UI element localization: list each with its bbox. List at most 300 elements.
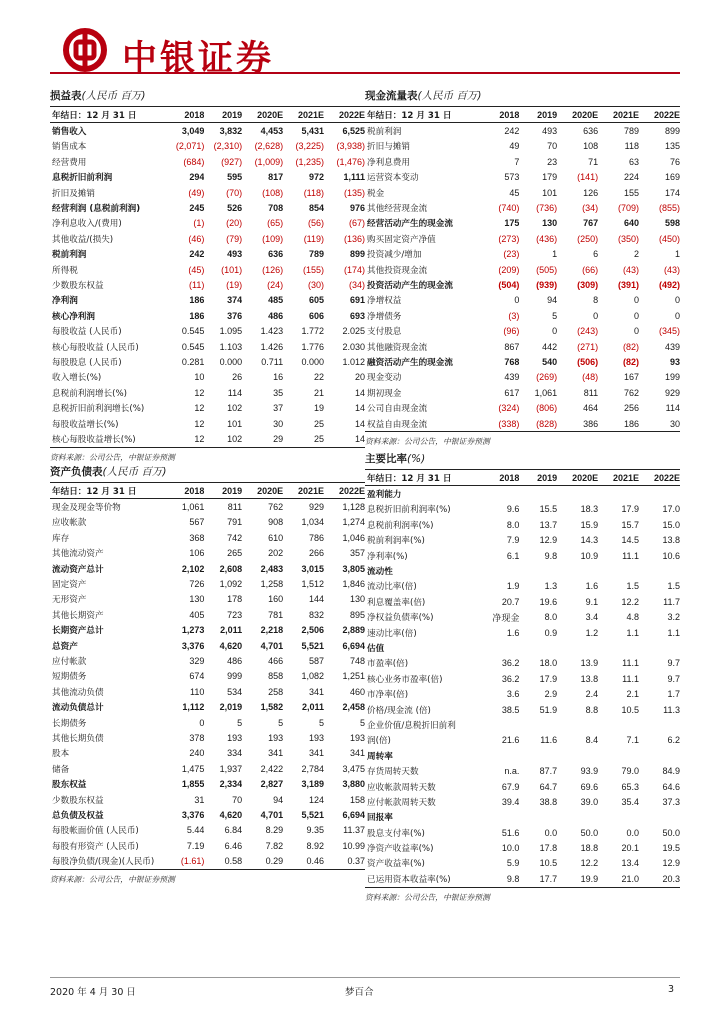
header-year: 2021E <box>598 470 639 486</box>
table-row <box>365 733 680 748</box>
header-label: 年结日：12 月 31 日 <box>50 483 167 499</box>
row-value: (2,310) <box>213 141 243 152</box>
table-row <box>50 823 365 838</box>
row-value: 4,701 <box>260 809 284 820</box>
table-row <box>50 699 365 714</box>
row-value: (82) <box>623 341 640 352</box>
table-row <box>50 730 365 745</box>
row-value: 0.0 <box>544 827 558 838</box>
row-value: (66) <box>582 264 599 275</box>
row-value: (3,225) <box>295 141 325 152</box>
table-row <box>365 548 680 563</box>
header-year: 2021E <box>598 107 639 123</box>
row-value <box>598 810 639 825</box>
row-value: 258 <box>268 686 284 697</box>
row-label: 折旧及摊销 <box>52 188 95 199</box>
row-value: 5 <box>237 717 243 728</box>
table-row <box>50 546 365 561</box>
row-value: 1,046 <box>342 532 365 543</box>
row-value: 净现金 <box>492 612 520 623</box>
row-value: 4.8 <box>626 612 640 623</box>
row-value: 2,483 <box>260 563 284 574</box>
row-value: 102 <box>204 431 242 447</box>
row-value: (273) <box>498 233 520 244</box>
table-row <box>365 563 680 578</box>
table-row <box>365 247 680 262</box>
row-value: 999 <box>227 671 243 682</box>
row-label: 应收帐款周转天数 <box>367 782 436 793</box>
table-row <box>365 810 680 825</box>
table-row <box>50 607 365 622</box>
row-value: 526 <box>227 203 243 214</box>
row-value: 14 <box>354 403 365 414</box>
row-label: 短期债务 <box>52 672 87 683</box>
row-label: 净利率(%) <box>367 551 408 562</box>
row-value: (65) <box>267 218 284 229</box>
row-label: 折旧与摊销 <box>367 142 410 153</box>
table-row <box>365 640 680 655</box>
row-value: (136) <box>343 233 365 244</box>
table-row <box>50 638 365 653</box>
footer-page: 3 <box>668 984 675 995</box>
table-row <box>50 761 365 776</box>
ratios-table <box>365 470 680 888</box>
row-value: 3,475 <box>342 763 365 774</box>
header-year: 2022E <box>324 107 365 123</box>
row-value: 329 <box>189 655 205 666</box>
table-row <box>50 139 365 154</box>
row-value: (48) <box>582 372 599 383</box>
row-value: (350) <box>618 233 640 244</box>
row-value: 13.8 <box>580 673 599 684</box>
table-row <box>50 339 365 354</box>
row-value: 439 <box>504 372 520 383</box>
row-value: 2,608 <box>219 563 243 574</box>
row-value: 1.1 <box>667 627 680 638</box>
table-row <box>50 684 365 699</box>
header-year: 2018 <box>482 470 520 486</box>
row-value: 929 <box>309 502 325 513</box>
table-header-row <box>365 470 680 486</box>
row-value: (1,009) <box>254 156 284 167</box>
row-value: 126 <box>583 187 599 198</box>
row-value: 341 <box>309 748 325 759</box>
row-label: 估值 <box>367 643 385 654</box>
row-value: 10 <box>194 372 205 383</box>
row-value <box>557 748 598 763</box>
row-value: 169 <box>664 172 680 183</box>
row-label: 存货周转天数 <box>367 767 419 778</box>
table-row <box>50 853 365 869</box>
row-value <box>598 563 639 578</box>
row-value: 867 <box>504 341 520 352</box>
row-value: 5,431 <box>301 126 325 137</box>
row-value: 1.103 <box>219 341 243 352</box>
row-value: 0 <box>674 295 680 306</box>
row-value: (309) <box>577 279 599 290</box>
header-rule <box>50 72 680 74</box>
row-value: 0.9 <box>544 627 558 638</box>
row-value: 22 <box>314 372 325 383</box>
row-value: 2.9 <box>544 689 558 700</box>
table-row <box>50 561 365 576</box>
row-label: 企业价值/息税折旧前利 <box>367 720 456 731</box>
table-row <box>365 702 680 717</box>
row-value: 25 <box>314 418 325 429</box>
bank-of-china-logo-icon <box>63 28 107 72</box>
row-value <box>519 563 557 578</box>
row-value: 130 <box>542 218 558 229</box>
table-row <box>365 293 680 308</box>
row-value: 1.6 <box>506 627 520 638</box>
row-value: 2,102 <box>181 563 205 574</box>
table-row <box>50 231 365 246</box>
row-label: 流动性 <box>367 567 393 578</box>
row-value: (338) <box>482 416 520 432</box>
row-value: 65.3 <box>621 781 640 792</box>
row-value: 17.8 <box>539 843 558 854</box>
row-value <box>482 717 520 732</box>
row-value: 20.1 <box>621 843 640 854</box>
row-value: 693 <box>349 310 365 321</box>
row-value: 20.7 <box>501 596 520 607</box>
row-value: 193 <box>349 732 365 743</box>
row-label: 支付股息 <box>367 327 402 338</box>
row-value: (209) <box>498 264 520 275</box>
row-label: 润(倍) <box>367 736 391 747</box>
row-value: 767 <box>583 218 599 229</box>
row-value: 14 <box>354 418 365 429</box>
row-value: 186 <box>598 416 639 432</box>
income-table <box>50 107 365 448</box>
row-value: 6 <box>593 249 599 260</box>
row-value: 11.3 <box>663 704 680 715</box>
table-row <box>365 517 680 532</box>
row-value: 202 <box>268 548 284 559</box>
row-value: 144 <box>309 594 325 605</box>
row-value: 1,251 <box>342 671 365 682</box>
row-value: 832 <box>309 609 325 620</box>
row-value <box>557 563 598 578</box>
row-value <box>557 810 598 825</box>
table-row <box>50 499 365 515</box>
row-value: 2,506 <box>301 625 325 636</box>
table-row <box>365 656 680 671</box>
footer-rule <box>50 977 680 978</box>
row-value: 135 <box>664 141 680 152</box>
row-value: 9.8 <box>544 550 558 561</box>
row-label: 现金及现金等价物 <box>52 503 121 514</box>
row-label: 核心每股收益 (人民币) <box>52 342 139 353</box>
row-value: 256 <box>624 403 640 414</box>
row-value: 858 <box>268 671 284 682</box>
row-value: 102 <box>227 403 243 414</box>
row-value: 19.6 <box>539 596 558 607</box>
row-value: 13.4 <box>621 858 640 869</box>
table-row <box>50 576 365 591</box>
row-value: 0 <box>199 717 205 728</box>
row-value: 178 <box>227 594 243 605</box>
table-row <box>50 185 365 200</box>
row-value: 3,049 <box>181 126 205 137</box>
row-value: 174 <box>664 187 680 198</box>
row-value: 30 <box>273 418 284 429</box>
row-value: (269) <box>536 372 558 383</box>
table-row <box>365 262 680 277</box>
header-year: 2021E <box>283 483 324 499</box>
row-value: 341 <box>349 748 365 759</box>
row-value: 101 <box>542 187 558 198</box>
header-year: 2022E <box>639 470 680 486</box>
row-value: 493 <box>542 126 558 137</box>
row-value: 8.0 <box>506 519 520 530</box>
row-value <box>557 717 598 732</box>
row-value: 17.7 <box>519 871 557 887</box>
row-value <box>557 640 598 655</box>
row-value: 1,855 <box>181 779 205 790</box>
row-label: 税金 <box>367 188 385 199</box>
header-year: 2019 <box>204 107 242 123</box>
row-value: 245 <box>189 203 205 214</box>
row-value: 224 <box>624 172 640 183</box>
row-value: 158 <box>349 794 365 805</box>
table-row <box>365 579 680 594</box>
header-year: 2020E <box>242 483 283 499</box>
row-value: 118 <box>624 141 640 152</box>
row-value: 14.3 <box>580 535 599 546</box>
row-value: 5 <box>278 717 284 728</box>
row-value: 13.9 <box>580 658 599 669</box>
row-value: 0.711 <box>261 356 284 367</box>
row-value: 2,011 <box>302 702 325 713</box>
row-value: 3,832 <box>219 126 243 137</box>
row-value: 49 <box>509 141 520 152</box>
header-year: 2019 <box>519 107 557 123</box>
row-value: (45) <box>188 264 205 275</box>
row-value: (49) <box>188 187 205 198</box>
row-value: 1,082 <box>301 671 325 682</box>
row-value: 341 <box>268 748 284 759</box>
row-value: 3.4 <box>585 612 599 623</box>
row-value: (740) <box>498 203 520 214</box>
cashflow-title: 现金流量表(人民币 百万) <box>365 86 680 107</box>
row-value: 466 <box>268 655 284 666</box>
row-value: 0 <box>634 310 640 321</box>
table-row <box>365 594 680 609</box>
table-row <box>365 200 680 215</box>
row-value: (806) <box>536 403 558 414</box>
table-row <box>50 277 365 292</box>
row-value: 386 <box>557 416 598 432</box>
row-value: 5 <box>552 310 558 321</box>
table-row <box>365 625 680 640</box>
row-value: 76 <box>669 156 680 167</box>
row-value: 2,889 <box>342 625 365 636</box>
table-row <box>50 308 365 323</box>
row-value: (109) <box>262 233 284 244</box>
row-value <box>482 640 520 655</box>
row-value: 15.0 <box>662 519 680 530</box>
row-value: (20) <box>226 218 243 229</box>
row-value: 19 <box>314 403 325 414</box>
table-row <box>365 717 680 732</box>
row-value: 4,620 <box>219 640 243 651</box>
row-value: 6.2 <box>667 735 680 746</box>
row-value: 723 <box>227 609 243 620</box>
row-value: 51.9 <box>539 704 558 715</box>
row-value: 15.7 <box>621 519 640 530</box>
table-row <box>50 746 365 761</box>
row-value: 20 <box>354 372 365 383</box>
row-value: (939) <box>536 279 558 290</box>
row-value: 598 <box>664 218 680 229</box>
row-value: 175 <box>504 218 520 229</box>
row-value: 405 <box>189 609 205 620</box>
row-value: 1,111 <box>343 172 365 183</box>
income-source: 资料来源：公司公告，中银证券预测 <box>50 452 175 462</box>
table-row <box>365 400 680 415</box>
row-value: 781 <box>268 609 284 620</box>
row-label: 股本 <box>52 749 70 760</box>
balance-source: 资料来源：公司公告，中银证券预测 <box>50 874 175 884</box>
row-value: 10.5 <box>621 704 640 715</box>
row-value: 10.9 <box>580 550 599 561</box>
row-value: 817 <box>268 172 284 183</box>
row-label: 净增权益 <box>367 296 402 307</box>
row-value: (324) <box>498 403 520 414</box>
table-row <box>50 623 365 638</box>
row-value: (56) <box>308 218 325 229</box>
row-value: 485 <box>268 295 284 306</box>
row-value: (3,938) <box>336 141 365 152</box>
row-label: 流动比率(倍) <box>367 582 417 593</box>
table-row <box>50 123 365 139</box>
row-value: 11.37 <box>343 825 365 836</box>
row-value: 0.545 <box>181 326 205 337</box>
table-row <box>365 170 680 185</box>
row-value: 2,458 <box>342 702 365 713</box>
table-row <box>365 686 680 701</box>
row-value: 93.9 <box>580 766 599 777</box>
row-value: 0.000 <box>219 356 243 367</box>
row-value: (43) <box>663 264 680 275</box>
row-value: 8.8 <box>585 704 599 715</box>
row-value: (1.61) <box>167 853 205 869</box>
table-row <box>365 231 680 246</box>
row-value: (101) <box>221 264 243 275</box>
row-value: 17.9 <box>539 673 558 684</box>
row-value: 786 <box>309 532 325 543</box>
row-label: 固定资产 <box>52 580 87 591</box>
row-value: (82) <box>623 356 640 367</box>
row-label: 运营资本变动 <box>367 173 419 184</box>
table-row <box>50 370 365 385</box>
row-label: 其他收益/(损失) <box>52 234 114 245</box>
row-value <box>519 640 557 655</box>
row-value: (79) <box>226 233 243 244</box>
row-value: 3,376 <box>181 640 205 651</box>
row-value: (19) <box>226 279 243 290</box>
row-value: 895 <box>349 609 365 620</box>
row-value: 11.6 <box>540 735 558 746</box>
row-value: 10.99 <box>342 840 365 851</box>
row-value <box>598 748 639 763</box>
row-value: 460 <box>349 686 365 697</box>
row-value: 1.423 <box>260 326 284 337</box>
row-value: 1,112 <box>182 702 205 713</box>
row-value: 791 <box>227 517 243 528</box>
balance-table <box>50 483 365 870</box>
row-value: (828) <box>519 416 557 432</box>
row-value <box>557 486 598 502</box>
table-row <box>365 308 680 323</box>
row-value: 899 <box>664 126 680 137</box>
row-value: 464 <box>583 403 599 414</box>
row-value: (30) <box>308 279 325 290</box>
row-value: (96) <box>503 326 520 337</box>
row-value: 5 <box>359 717 365 728</box>
row-value: 0.37 <box>324 853 365 869</box>
row-value: 114 <box>227 387 243 398</box>
row-label: 每股有形资产 (人民币) <box>52 841 139 852</box>
row-value: (243) <box>577 326 599 337</box>
row-value: 376 <box>227 310 243 321</box>
row-value: (43) <box>623 264 640 275</box>
table-row <box>365 416 680 432</box>
row-label: 核心每股收益增长(%) <box>50 431 167 447</box>
row-value: 1.3 <box>544 581 558 592</box>
row-value: (927) <box>221 156 243 167</box>
row-label: 总资产 <box>52 641 78 652</box>
row-value: 3,015 <box>301 563 325 574</box>
row-value: 768 <box>504 356 520 367</box>
table-row <box>50 669 365 684</box>
row-value: 0.545 <box>181 341 205 352</box>
row-value: 1.7 <box>667 689 680 700</box>
key-ratios <box>365 449 680 903</box>
row-value: 1,274 <box>342 517 365 528</box>
row-value: 1,061 <box>181 502 205 513</box>
row-value: 37 <box>273 403 284 414</box>
row-value: 540 <box>542 356 558 367</box>
row-label: 销售成本 <box>52 142 87 153</box>
row-value: 186 <box>189 295 205 306</box>
row-label: 税前利润 <box>367 127 402 138</box>
table-row <box>365 871 680 887</box>
row-value: 51.6 <box>501 827 520 838</box>
table-row <box>365 825 680 840</box>
row-value: (126) <box>262 264 284 275</box>
table-row <box>365 123 680 139</box>
row-value: 3,376 <box>181 809 205 820</box>
header-year: 2020E <box>557 107 598 123</box>
row-label: 经营活动产生的现金流 <box>367 219 453 230</box>
row-value: 18.8 <box>580 843 599 854</box>
row-value: 37.3 <box>662 796 680 807</box>
row-value: 36.2 <box>501 673 520 684</box>
row-value <box>519 810 557 825</box>
row-value: 726 <box>189 579 205 590</box>
header-year: 2019 <box>519 470 557 486</box>
row-value: (34) <box>582 203 599 214</box>
table-row <box>365 339 680 354</box>
row-value: 130 <box>189 594 205 605</box>
table-row <box>50 431 365 447</box>
row-value: 69.6 <box>580 781 599 792</box>
row-value: 2,784 <box>301 763 325 774</box>
row-value: 23 <box>547 156 558 167</box>
row-value <box>639 563 680 578</box>
